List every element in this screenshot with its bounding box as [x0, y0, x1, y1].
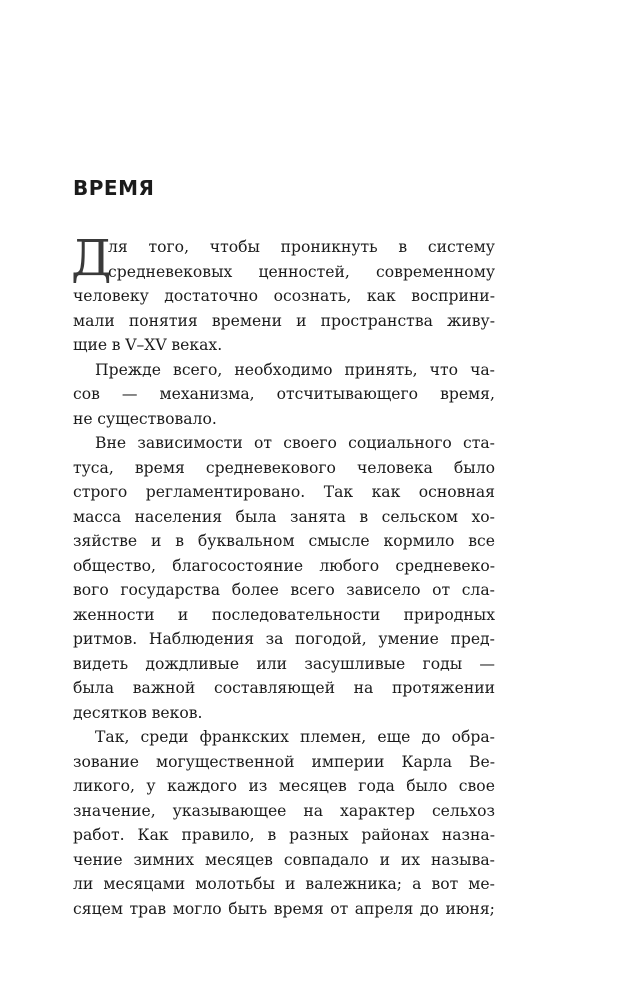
word: каждого [167, 777, 238, 795]
word: сельском [381, 507, 459, 526]
word: хо- [471, 507, 495, 526]
word: десятков [73, 703, 147, 722]
word: у [146, 777, 156, 795]
word: ценностей, [258, 262, 350, 281]
word: было [453, 458, 495, 477]
text-line [73, 652, 495, 677]
text-line [73, 431, 495, 456]
word: умение [378, 630, 439, 648]
word: Как [137, 826, 169, 844]
word: Карла [401, 752, 452, 771]
word: указывающее [172, 801, 287, 820]
word: в [267, 826, 277, 844]
word: чение [73, 850, 123, 869]
word: проникнуть [280, 238, 378, 256]
word: и [177, 605, 189, 624]
word: средневекового [205, 458, 336, 477]
text-line [73, 701, 495, 726]
text-line [73, 284, 495, 309]
word: года [358, 777, 395, 795]
word: ритмов. [73, 630, 138, 648]
word: последовательности [211, 605, 381, 624]
drop-cap: Д [71, 229, 112, 287]
text-line [73, 529, 495, 554]
word: значение, [73, 801, 156, 820]
word: апреля [354, 899, 414, 918]
word: масса [73, 507, 122, 526]
word: социального [348, 434, 452, 452]
word: их [400, 850, 421, 869]
text-line [73, 823, 495, 848]
word: сла- [461, 581, 495, 599]
word: до [419, 899, 439, 918]
word: механизма, [159, 385, 255, 403]
word: достаточно [164, 287, 259, 305]
word: Так [323, 483, 354, 501]
paragraph [73, 358, 495, 432]
text-line [73, 407, 495, 432]
text-line [73, 627, 495, 652]
text-line [73, 260, 495, 285]
text-line [73, 676, 495, 701]
word: и [284, 875, 296, 893]
word: мали [73, 311, 115, 330]
text-line [73, 382, 495, 407]
word: на [353, 679, 374, 697]
word: пред- [450, 630, 495, 648]
text-line [73, 725, 495, 750]
word: за [265, 630, 284, 648]
word: быть [228, 899, 268, 918]
word: франкских [199, 728, 289, 746]
word: зависело [346, 581, 421, 599]
word: разных [289, 826, 349, 844]
word: вот [431, 875, 459, 893]
word: обра- [451, 728, 495, 746]
word: государства [120, 581, 221, 599]
word: а [412, 875, 422, 893]
text-line [73, 505, 495, 530]
word: населения [134, 507, 223, 526]
word: отсчитывающего [276, 385, 419, 403]
word: еще [377, 728, 411, 746]
word: общество, [73, 556, 156, 575]
text-line [73, 774, 495, 799]
text-line [73, 456, 495, 481]
text-line [73, 480, 495, 505]
word: регламентировано. [145, 483, 306, 501]
word: могущественной [155, 752, 295, 771]
word: в [175, 532, 185, 550]
text-line [73, 333, 495, 358]
word: живу- [447, 311, 495, 330]
word: туса, [73, 458, 114, 477]
word: ликого, [73, 777, 135, 795]
word: и [379, 850, 390, 869]
word: женности [73, 605, 155, 624]
word: погодой, [295, 630, 367, 648]
word: сов [73, 385, 100, 403]
word: времени [211, 311, 282, 330]
word: всего [290, 581, 335, 599]
word: время [134, 458, 185, 477]
word: была [235, 507, 277, 526]
body-text [71, 229, 495, 921]
word: засушливые [304, 654, 406, 673]
word: Так, [95, 728, 130, 746]
word: дождливые [145, 654, 240, 673]
word: видеть [73, 654, 129, 673]
word: чтобы [209, 238, 260, 256]
word: от [432, 581, 451, 599]
word: ме- [468, 875, 495, 893]
word: сельхоз [431, 801, 495, 820]
word: до [421, 728, 441, 746]
word: веков. [151, 703, 203, 722]
word: в [111, 336, 121, 354]
word: сяцем [73, 899, 123, 918]
word: средневеко- [395, 556, 495, 575]
word: в [359, 507, 369, 526]
word: веках. [171, 336, 223, 354]
word: принять, [344, 360, 418, 379]
word: любого [319, 556, 380, 575]
word: средневековых [108, 262, 233, 281]
word: Ве- [469, 752, 495, 771]
text-line [73, 578, 495, 603]
word: своего [283, 434, 337, 452]
word: V–XV [125, 336, 167, 354]
word: называ- [430, 850, 495, 869]
word: назна- [441, 826, 495, 844]
word: могло [172, 899, 222, 918]
word: июня; [445, 899, 495, 918]
word: среди [140, 728, 189, 746]
word: ля [108, 238, 128, 256]
word: совпадало [283, 850, 369, 869]
word: — [121, 385, 138, 403]
word: важной [132, 679, 196, 697]
word: характер [340, 801, 415, 820]
word: месяцами [103, 875, 186, 893]
word: человека [356, 458, 433, 477]
text-line [73, 750, 495, 775]
word: была [73, 679, 115, 697]
word: и [150, 532, 162, 550]
word: не [73, 409, 93, 428]
word: составляющей [213, 679, 335, 697]
word: ли [73, 875, 94, 893]
word: систему [427, 238, 495, 256]
word: валежника; [305, 875, 403, 893]
paragraph [73, 431, 495, 725]
text-line [73, 554, 495, 579]
word: буквальном [197, 532, 295, 550]
word: как [366, 287, 396, 305]
paragraph [73, 725, 495, 921]
word: пространства [320, 311, 433, 330]
word: время [273, 899, 324, 918]
word: существовало. [97, 409, 217, 428]
book-page [73, 0, 495, 1000]
word: что [429, 360, 458, 379]
word: вого [73, 581, 109, 599]
word: зование [73, 752, 139, 771]
word: все [468, 532, 495, 550]
word: Вне [95, 434, 127, 452]
text-line [73, 799, 495, 824]
word: более [231, 581, 279, 599]
word: трав [129, 899, 167, 918]
word: от [330, 899, 349, 918]
word: необходимо [234, 360, 333, 379]
word: Наблюдения [148, 630, 255, 648]
paragraph [71, 229, 495, 358]
word: время, [440, 385, 495, 403]
word: кормило [383, 532, 455, 550]
word: от [253, 434, 272, 452]
word: месяцев [204, 850, 273, 869]
word: благосостояние [172, 556, 304, 575]
word: было [406, 777, 448, 795]
chapter-title: ВРЕМЯ [73, 176, 155, 200]
text-line [73, 358, 495, 383]
word: строго [73, 483, 128, 501]
word: зависимости [137, 434, 243, 452]
word: современному [376, 262, 495, 281]
word: основная [418, 483, 495, 501]
text-line [73, 872, 495, 897]
word: в [398, 238, 408, 256]
text-line [73, 309, 495, 334]
text-line [73, 848, 495, 873]
word: восприни- [411, 287, 495, 305]
word: как [371, 483, 401, 501]
word: природных [403, 605, 495, 624]
word: свое [458, 777, 495, 795]
word: щие [73, 336, 108, 354]
word: смысле [308, 532, 370, 550]
text-line [73, 897, 495, 922]
word: занята [290, 507, 346, 526]
word: понятия [128, 311, 198, 330]
word: того, [148, 238, 190, 256]
word: годы [422, 654, 463, 673]
word: ча- [470, 360, 495, 379]
word: Прежде [95, 360, 161, 379]
word: месяцев [278, 777, 347, 795]
word: зимних [133, 850, 195, 869]
word: ста- [463, 434, 495, 452]
word: человеку [73, 287, 149, 305]
word: из [248, 777, 268, 795]
word: — [479, 654, 495, 673]
word: племен, [300, 728, 367, 746]
word: районах [361, 826, 429, 844]
word: зяйстве [73, 532, 138, 550]
word: и [296, 311, 307, 330]
word: империи [311, 752, 385, 771]
word: молотьбы [195, 875, 275, 893]
word: протяжении [392, 679, 495, 697]
word: работ. [73, 826, 125, 844]
word: осознать, [273, 287, 352, 305]
word: правило, [181, 826, 255, 844]
word: всего, [173, 360, 223, 379]
text-line [73, 603, 495, 628]
word: или [256, 654, 288, 673]
word: на [303, 801, 324, 820]
